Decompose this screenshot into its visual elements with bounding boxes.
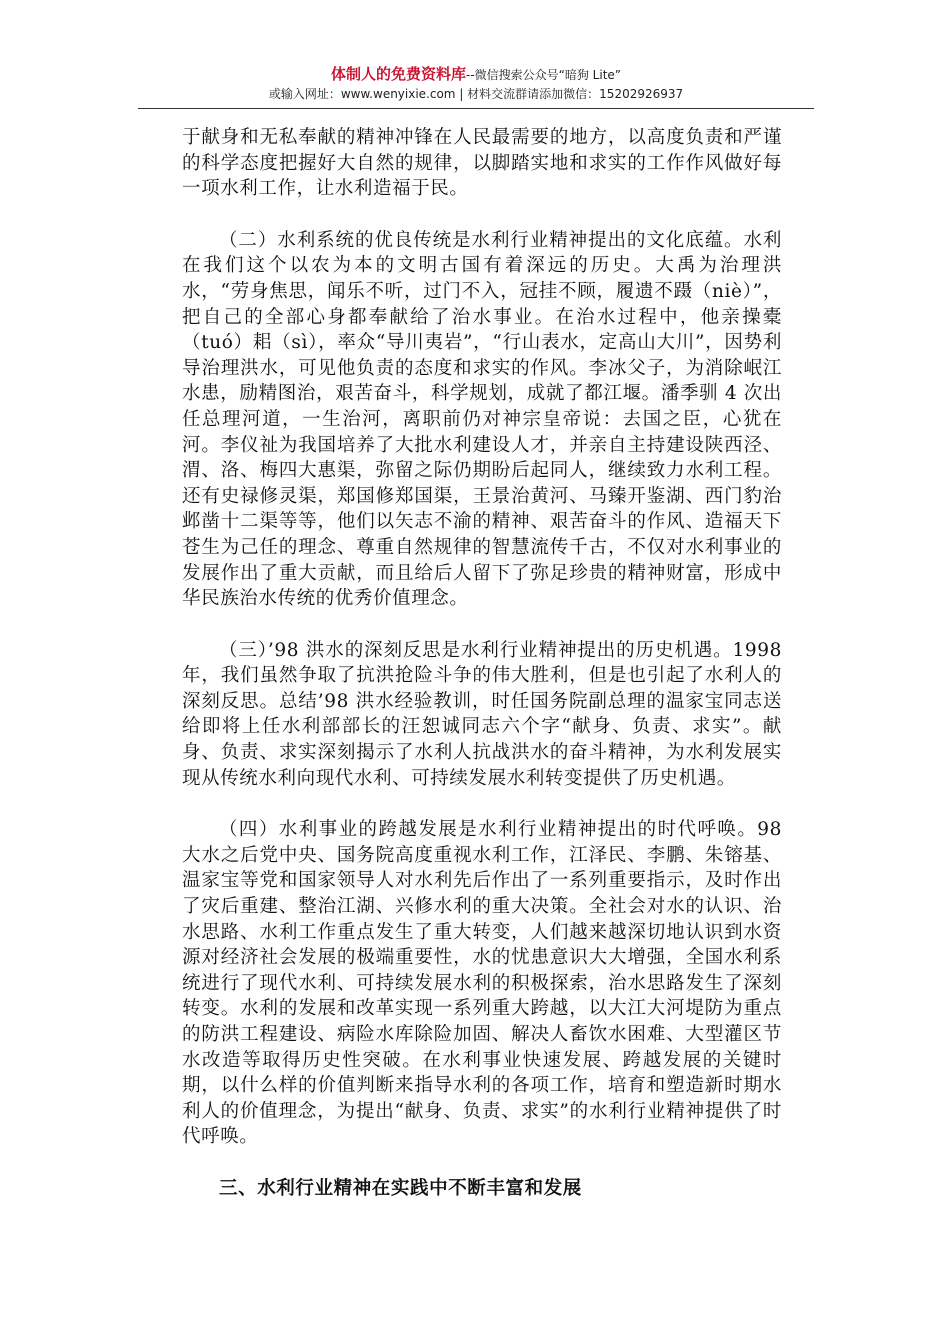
paragraph-spacer bbox=[182, 791, 782, 817]
paragraph-spacer bbox=[182, 202, 782, 228]
header-contact-line: 或输入网址：www.wenyixie.com | 材料交流群请添加微信：15202926937 bbox=[268, 87, 684, 101]
header-brand: 体制人的免费资料库 bbox=[330, 65, 466, 83]
paragraph-spacer bbox=[182, 612, 782, 638]
paragraph-spacer bbox=[182, 1150, 782, 1176]
header-title-line bbox=[138, 64, 814, 85]
paragraph-section-4: （四）水利事业的跨越发展是水利行业精神提出的时代呼唤。98 大水之后党中央、国务院高度重视水利工作，江泽民、李鹏、朱镕基、温家宝等党和国家领导人对水利先后作出了一系列重要指示，及时作出了灾后重建、整治江湖、兴修水利的重大决策。全社会对水的认识、治水思路、水利工作重点发生了重大转变，人们越来越深切地认识到水资源对经济社会发展的极端重要性，水的忧患意识大大增强，全国水利系统进行了现代水利、可持续发展水利的积极探索，治水思路发生了深刻转变。水利的发展和改革实现一系列重大跨越，以大江大河堤防为重点的防洪工程建设、病险水库除险加固、解决人畜饮水困难、大型灌区节水改造等取得历史性突破。在水利事业快速发展、跨越发展的关键时期，以什么样的价值判断来指导水利的各项工作，培育和塑造新时期水利人的价值理念，为提出“献身、负责、求实”的水利行业精神提供了时代呼唤。 bbox=[182, 819, 782, 1148]
section-heading: 三、水利行业精神在实践中不断丰富和发展 bbox=[219, 1177, 582, 1199]
document-body bbox=[182, 125, 782, 1202]
paragraph-section-3: （三）’98 洪水的深刻反思是水利行业精神提出的历史机遇。1998 年，我们虽然争取了抗洪抢险斗争的伟大胜利，但是也引起了水利人的深刻反思。总结’98 洪水经验教训，时任国务院副总理的温家宝同志送给即将上任水利部部长的汪恕诚同志六个字“献身、负责、求实”。献身、负责、求实深刻揭示了水利人抗战洪水的奋斗精神，为水利发展实现从传统水利向现代水利、可持续发展水利转变提供了历史机遇。 bbox=[182, 639, 782, 789]
header-tagline: --微信搜索公众号“暗狗 Lite” bbox=[465, 68, 622, 82]
paragraph-section-2: （二）水利系统的优良传统是水利行业精神提出的文化底蕴。水利在我们这个以农为本的文明古国有着深远的历史。大禹为治理洪水，“劳身焦思，闻乐不听，过门不入，冠挂不顾，履遗不蹑（niè）”，把自己的全部心身都奉献给了治水事业。在治水过程中，他亲操橐（tuó）耜（sì），率众“导川夷岩”，“行山表水，定高山大川”，因势利导治理洪水，可见他负责的态度和求实的作风。李冰父子，为消除岷江水患，励精图治，艰苦奋斗，科学规划，成就了都江堰。潘季驯 4 次出任总理河道，一生治河，离职前仍对神宗皇帝说：去国之臣，心犹在河。李仪祉为我国培养了大批水利建设人才，并亲自主持建设陕西泾、渭、洛、梅四大惠渠，弥留之际仍期盼后起同人，继续致力水利工程。还有史禄修灵渠，郑国修郑国渠，王景治黄河、马臻开鉴湖、西门豹治邺凿十二渠等等，他们以矢志不渝的精神、艰苦奋斗的作风、造福天下苍生为己任的理念、尊重自然规律的智慧流传千古，不仅对水利事业的发展作出了重大贡献，而且给后人留下了弥足珍贵的精神财富，形成中华民族治水传统的优秀价值理念。 bbox=[182, 229, 782, 610]
paragraph-continuation: 于献身和无私奉献的精神冲锋在人民最需要的地方，以高度负责和严谨的科学态度把握好大自然的规律，以脚踏实地和求实的工作作风做好每一项水利工作，让水利造福于民。 bbox=[182, 127, 782, 200]
header-divider bbox=[138, 108, 814, 109]
page-header bbox=[138, 64, 814, 103]
